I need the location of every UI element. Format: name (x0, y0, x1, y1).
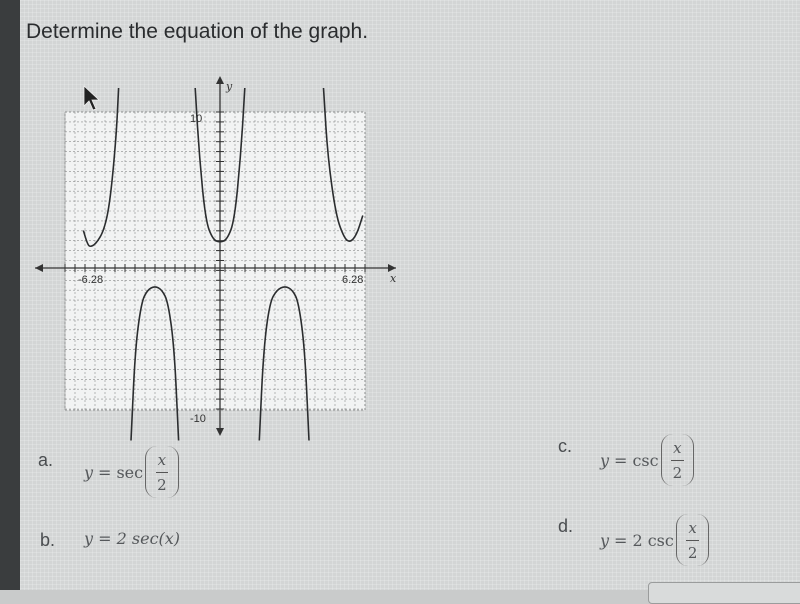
bottom-button[interactable] (648, 582, 800, 604)
option-c-equation[interactable] (600, 434, 694, 486)
option-d-func: 2 csc (632, 530, 674, 550)
option-c-fraction (671, 439, 685, 482)
option-a-func: sec (116, 462, 144, 482)
option-d-numerator: x (686, 519, 698, 541)
option-c-numerator: x (671, 439, 683, 461)
window-edge (0, 0, 20, 590)
option-a-denominator: 2 (157, 475, 167, 494)
option-c-eq: = (614, 450, 628, 470)
option-d-parens (676, 514, 710, 566)
option-d-eq: = (614, 530, 628, 550)
option-b-letter: b. (40, 530, 56, 550)
x-axis-label: x (390, 272, 397, 285)
option-a-equation[interactable] (84, 446, 179, 498)
option-d-lhs: y (600, 530, 610, 550)
y-tick-label: -10 (190, 413, 206, 425)
option-a-fraction (155, 451, 169, 494)
option-a-letter: a. (38, 450, 54, 470)
x-axis-right-arrow (388, 264, 396, 272)
option-c-func: csc (632, 450, 659, 470)
option-a-numerator: x (156, 451, 168, 473)
y-axis-label: y (226, 80, 233, 93)
mouse-cursor-icon (84, 86, 99, 110)
y-tick-label: 10 (190, 113, 203, 125)
x-axis-left-arrow (35, 264, 43, 272)
option-d-letter: d. (558, 516, 574, 536)
option-c-parens (661, 434, 695, 486)
option-c-letter: c. (558, 436, 573, 456)
graph (30, 72, 410, 444)
option-c-denominator: 2 (672, 463, 683, 482)
x-tick-label: -6.28 (78, 274, 104, 286)
option-d-equation[interactable] (600, 514, 709, 566)
x-tick-label: 6.28 (342, 274, 364, 286)
option-a-parens (145, 446, 179, 498)
option-a-eq: = (98, 462, 112, 482)
y-axis-up-arrow (216, 76, 224, 84)
option-d-fraction (686, 519, 700, 562)
question-text: Determine the equation of the graph. (26, 20, 369, 43)
option-a-lhs: y (84, 462, 94, 482)
option-d-denominator: 2 (687, 543, 698, 562)
option-c-lhs: y (600, 450, 610, 470)
y-axis-down-arrow (216, 428, 224, 436)
option-b-equation[interactable]: y = 2 sec(x) (84, 528, 181, 548)
